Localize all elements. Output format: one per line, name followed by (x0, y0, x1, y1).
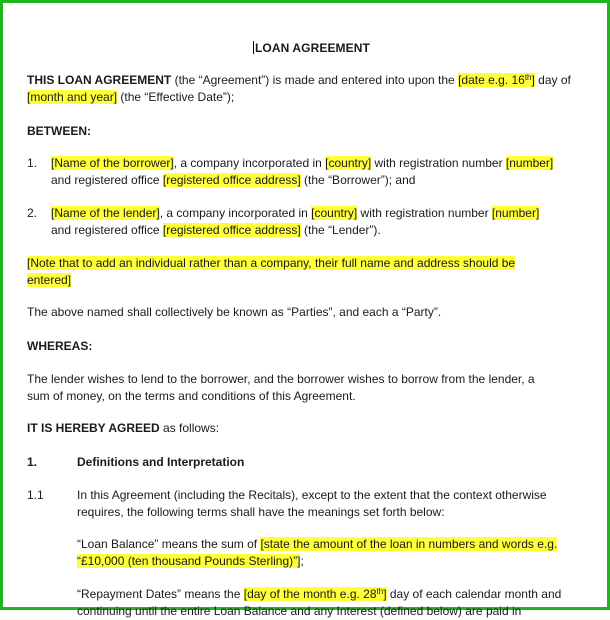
between-heading: BETWEEN: (27, 124, 91, 138)
month-placeholder: [month and year] (27, 90, 118, 104)
party-number: 1. (27, 156, 38, 170)
loan-amount-placeholder: “£10,000 (ten thousand Pounds Sterling)”] (77, 554, 301, 568)
address-placeholder: [registered office address] (162, 173, 301, 187)
country-placeholder: [country] (311, 206, 358, 220)
date-placeholder: [date e.g. 16th] (458, 73, 535, 87)
lender-name-placeholder: [Name of the lender] (51, 206, 160, 220)
text-cursor (253, 41, 254, 54)
party-number: 2. (27, 206, 38, 220)
intro-bold: THIS LOAN AGREEMENT (27, 73, 172, 87)
address-placeholder: [registered office address] (162, 223, 301, 237)
note-paragraph: [Note that to add an individual rather than a company, their full name and address should be entered] (27, 256, 516, 287)
intro-paragraph: THIS LOAN AGREEMENT (the “Agreement”) is made and entered into upon the [date e.g. 16th] day of [month and year] (the “Effective Date”); (27, 73, 571, 104)
number-placeholder: [number] (491, 206, 540, 220)
document-title: LOAN AGREEMENT (255, 41, 370, 55)
repayment-day-placeholder: [day of the month e.g. 28th] (243, 587, 387, 601)
parties-paragraph: The above named shall collectively be known as “Parties”, and each a “Party”. (27, 305, 442, 319)
loan-amount-placeholder: [state the amount of the loan in numbers and words e.g. (260, 537, 558, 551)
whereas-heading: WHEREAS: (27, 339, 93, 353)
borrower-name-placeholder: [Name of the borrower] (51, 156, 174, 170)
recital-paragraph: The lender wishes to lend to the borrower, and the borrower wishes to borrow from the lender, a sum of money, on the terms and conditions of this Agreement. (27, 372, 535, 403)
agreed-paragraph: IT IS HEREBY AGREED as follows: (27, 421, 220, 435)
country-placeholder: [country] (325, 156, 372, 170)
number-placeholder: [number] (505, 156, 554, 170)
document-frame: LOAN AGREEMENT THIS LOAN AGREEMENT (the “Agreement”) is made and entered into upon the [date e.g. 16th] day of [month and year] (the “Effective Date”); BETWEEN: 1. [Name of the borrower], a company incorporated in [country] with registration number [number] and registered office [registered office address] (the “Borrower”); and 2. [Name of the lender], a company incorporated in [country] with registration number [number] and registered office [registered office address] (the “Lender”). [Note that to add an individual rather than a company, their full name and address should be entered] The above named shall collectively be known as “Parties”, and each a “Party”. WHEREAS: The lender wishes to lend to the borrower, and the borrower wishes to borrow from the lender, a sum of money, on the terms and conditions of this Agreement. IT IS HEREBY AGREED as follows: 1. Definitions and Interpretation 1.1 In this Agreement (including the Recitals), except to the extent that the context otherwise requires, the following terms shall have the meanings set forth below: “Loan Balance” means the sum of [state the amount of the loan in numbers and words e.g. “£10,000 (ten thousand Pounds Sterling)”]; “Repayment Dates” means the [day of the month e.g. 28th] day of each calendar month and continuing until the entire Loan Balance and any Interest (defined below) are paid in (0, 0, 610, 610)
